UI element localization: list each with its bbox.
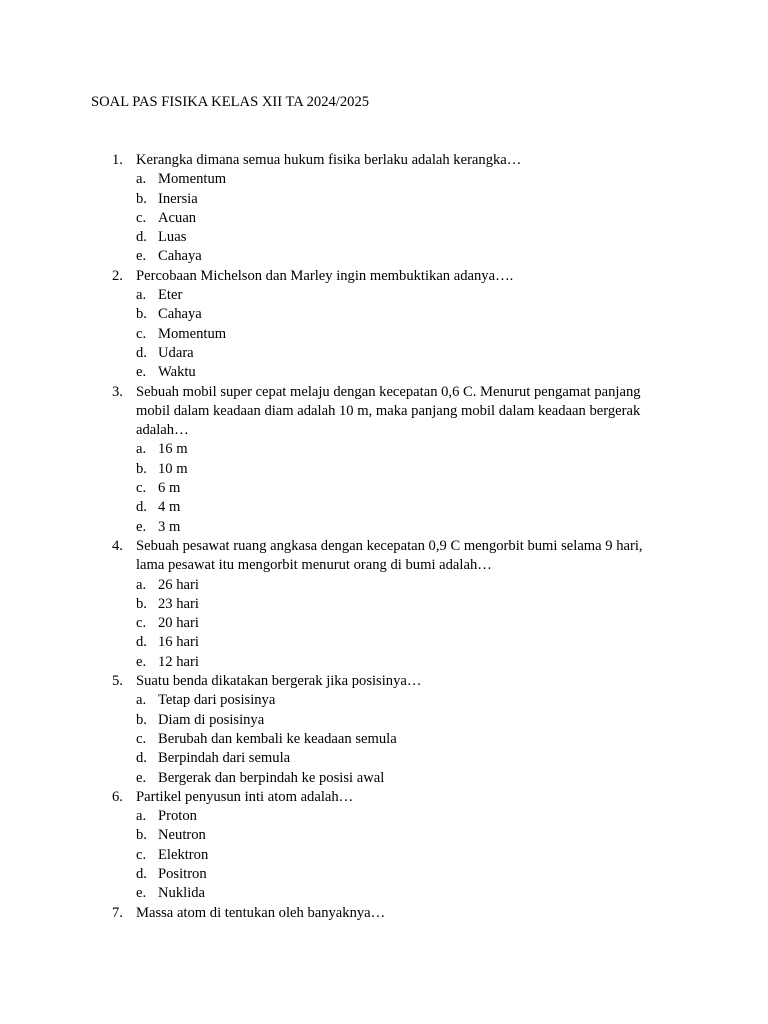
option-letter: a. (136, 808, 147, 825)
option-text: 4 m (158, 499, 181, 516)
answer-option (136, 440, 671, 459)
option-text: 23 hari (158, 595, 199, 612)
option-text: Momentum (158, 171, 227, 188)
answer-option (136, 691, 671, 710)
option-letter: e. (136, 364, 147, 381)
answer-option (136, 479, 671, 498)
question-number: 4. (112, 537, 123, 554)
question-number: 6. (112, 788, 123, 805)
option-text: Luas (158, 229, 187, 246)
option-letter: b. (136, 827, 147, 844)
option-letter: c. (136, 209, 147, 226)
answer-option (136, 460, 671, 479)
option-text: Berpindah dari semula (158, 750, 291, 767)
option-letter: d. (136, 499, 147, 516)
option-text: Tetap dari posisinya (158, 692, 276, 709)
option-letter: b. (136, 190, 147, 207)
option-text: Nuklida (158, 885, 206, 902)
question-item (91, 672, 671, 788)
option-list (136, 807, 671, 903)
option-list (136, 170, 671, 266)
option-text: Berubah dan kembali ke keadaan semula (158, 730, 397, 747)
option-letter: d. (136, 865, 147, 882)
option-letter: d. (136, 634, 147, 651)
option-text: 16 m (158, 441, 188, 458)
question-number: 2. (112, 267, 123, 284)
question-item (91, 267, 671, 383)
option-text: 10 m (158, 460, 188, 477)
option-text: Momentum (158, 325, 227, 342)
question-text: Kerangka dimana semua hukum fisika berlaku adalah kerangka… (136, 152, 522, 168)
option-letter: c. (136, 730, 147, 747)
answer-option (136, 247, 671, 266)
option-text: Cahaya (158, 248, 202, 265)
option-text: 12 hari (158, 653, 199, 670)
answer-option (136, 865, 671, 884)
answer-option (136, 826, 671, 845)
option-letter: b. (136, 595, 147, 612)
option-text: 26 hari (158, 576, 199, 593)
option-letter: e. (136, 518, 147, 535)
option-text: Acuan (158, 209, 197, 226)
question-list (91, 151, 671, 923)
option-letter: b. (136, 711, 147, 728)
answer-option (136, 518, 671, 537)
question-text: Sebuah mobil super cepat melaju dengan kecepatan 0,6 C. Menurut pengamat panjang mobil dalam keadaan diam adalah 10 m, maka panjang mobil dalam keadaan bergerak adalah… (136, 383, 641, 439)
option-text: Neutron (158, 827, 206, 844)
question-text: Percobaan Michelson dan Marley ingin membuktikan adanya…. (136, 267, 514, 284)
option-letter: b. (136, 460, 147, 477)
option-letter: a. (136, 692, 147, 709)
option-text: 16 hari (158, 634, 199, 651)
question-item (91, 383, 671, 537)
option-letter: b. (136, 306, 147, 323)
answer-option (136, 576, 671, 595)
option-letter: d. (136, 344, 147, 361)
answer-option (136, 846, 671, 865)
option-letter: a. (136, 441, 147, 458)
option-letter: c. (136, 480, 147, 497)
question-item (91, 904, 671, 923)
option-letter: c. (136, 325, 147, 342)
option-text: Elektron (158, 846, 209, 863)
answer-option (136, 305, 671, 324)
question-number: 5. (112, 673, 123, 690)
option-letter: a. (136, 171, 147, 188)
question-text: Sebuah pesawat ruang angkasa dengan kecepatan 0,9 C mengorbit bumi selama 9 hari, lama pesawat itu mengorbit menurut orang di bumi adalah… (136, 537, 643, 574)
question-text: Suatu benda dikatakan bergerak jika posisinya… (136, 673, 422, 690)
answer-option (136, 190, 671, 209)
option-letter: e. (136, 248, 147, 265)
option-text: 6 m (158, 480, 181, 497)
option-letter: c. (136, 846, 147, 863)
option-text: Proton (158, 808, 197, 825)
option-letter: d. (136, 750, 147, 767)
option-list (136, 440, 671, 536)
option-text: Udara (158, 344, 194, 361)
option-list (136, 286, 671, 382)
option-list (136, 691, 671, 787)
option-letter: e. (136, 769, 147, 786)
answer-option (136, 614, 671, 633)
answer-option (136, 595, 671, 614)
answer-option (136, 711, 671, 730)
option-letter: e. (136, 885, 147, 902)
answer-option (136, 653, 671, 672)
option-text: Bergerak dan berpindah ke posisi awal (158, 769, 385, 786)
option-list (136, 576, 671, 672)
answer-option (136, 498, 671, 517)
answer-option (136, 633, 671, 652)
option-text: Inersia (158, 190, 198, 207)
option-letter: d. (136, 229, 147, 246)
answer-option (136, 884, 671, 903)
answer-option (136, 730, 671, 749)
option-letter: e. (136, 653, 147, 670)
question-text: Partikel penyusun inti atom adalah… (136, 788, 354, 805)
answer-option (136, 209, 671, 228)
answer-option (136, 286, 671, 305)
question-item (91, 151, 671, 267)
option-text: 20 hari (158, 615, 199, 632)
question-number: 3. (112, 383, 123, 400)
option-text: Waktu (158, 364, 196, 381)
option-text: 3 m (158, 518, 181, 535)
option-text: Diam di posisinya (158, 711, 265, 728)
answer-option (136, 228, 671, 247)
option-letter: a. (136, 576, 147, 593)
question-number: 1. (112, 152, 123, 168)
answer-option (136, 769, 671, 788)
option-letter: c. (136, 615, 147, 632)
question-item (91, 537, 671, 672)
answer-option (136, 170, 671, 189)
page-title: SOAL PAS FISIKA KELAS XII TA 2024/2025 (91, 94, 370, 110)
answer-option (136, 363, 671, 382)
answer-option (136, 807, 671, 826)
question-number: 7. (112, 904, 123, 921)
answer-option (136, 344, 671, 363)
question-text: Massa atom di tentukan oleh banyaknya… (136, 904, 386, 921)
question-item (91, 788, 671, 904)
option-text: Positron (158, 865, 207, 882)
option-letter: a. (136, 287, 147, 304)
option-text: Eter (158, 287, 183, 304)
answer-option (136, 325, 671, 344)
option-text: Cahaya (158, 306, 202, 323)
answer-option (136, 749, 671, 768)
